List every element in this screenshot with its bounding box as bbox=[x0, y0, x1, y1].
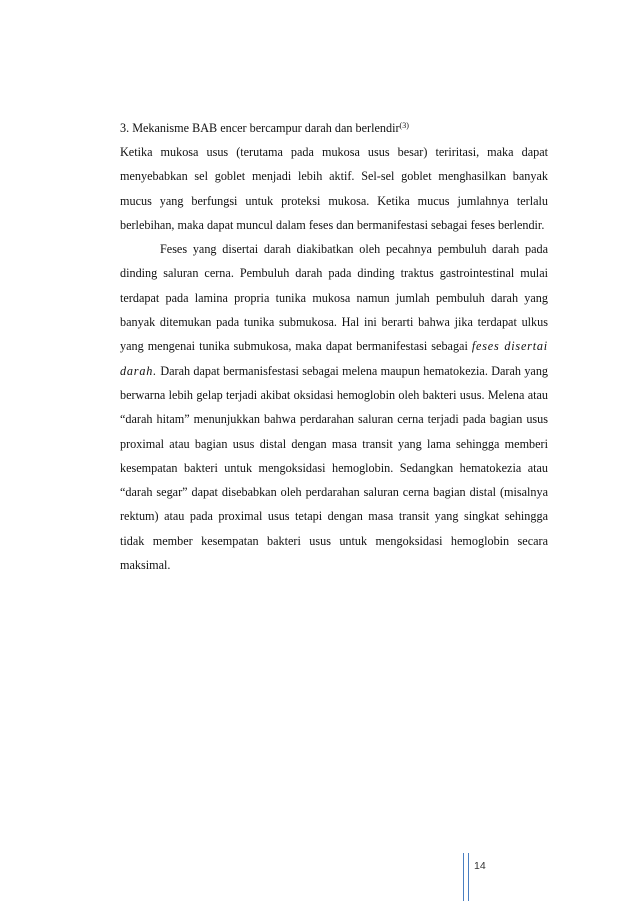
emphasized-term: feses disertai darah. bbox=[120, 339, 548, 378]
paragraph-bloody-stool bbox=[120, 237, 548, 577]
paragraph-bloody-stool-part2: Darah dapat bermanisfestasi sebagai melena maupun hematokezia. Darah yang berwarna lebih gelap terjadi akibat oksidasi hemoglobin oleh bakteri usus. Melena atau “darah hitam” menunjukkan bahwa perdarahan saluran cerna terjadi pada bagian usus proximal atau bagian usus distal dengan masa transit yang lama sehingga memberi kesempatan bakteri untuk mengoksidasi hemoglobin. Sedangkan hematokezia atau “darah segar” dapat disebabkan oleh perdarahan saluran cerna bagian distal (misalnya rektum) atau pada proximal usus tetapi dengan masa transit yang singkat sehingga tidak member kesempatan bakteri usus untuk mengoksidasi hemoglobin secara maksimal. bbox=[120, 363, 549, 573]
footer-vertical-rule bbox=[463, 853, 469, 901]
reference-superscript: (3) bbox=[399, 121, 409, 130]
page-number: 14 bbox=[474, 860, 486, 872]
section-heading-text: 3. Mekanisme BAB encer bercampur darah dan berlendir bbox=[120, 121, 400, 135]
page-body bbox=[120, 116, 548, 577]
section-heading bbox=[120, 116, 548, 140]
paragraph-mucus: Ketika mukosa usus (terutama pada mukosa usus besar) teriritasi, maka dapat menyebabkan sel goblet menjadi lebih aktif. Sel-sel goblet menghasilkan banyak mucus yang berfungsi untuk proteksi mukosa. Ketika mucus jumlahnya terlalu berlebihan, maka dapat muncul dalam feses dan bermanifestasi sebagai feses berlendir. bbox=[120, 145, 548, 232]
paragraph-bloody-stool-part1: Feses yang disertai darah diakibatkan oleh pecahnya pembuluh darah pada dinding saluran cerna. Pembuluh darah pada dinding traktus gastrointestinal mulai terdapat pada lamina propria tunika mukosa namun jumlah pembuluh darah yang banyak ditemukan pada tunika submukosa. Hal ini berarti bahwa jika terdapat ulkus yang mengenai tunika submukosa, maka dapat bermanifestasi sebagai bbox=[120, 242, 548, 354]
